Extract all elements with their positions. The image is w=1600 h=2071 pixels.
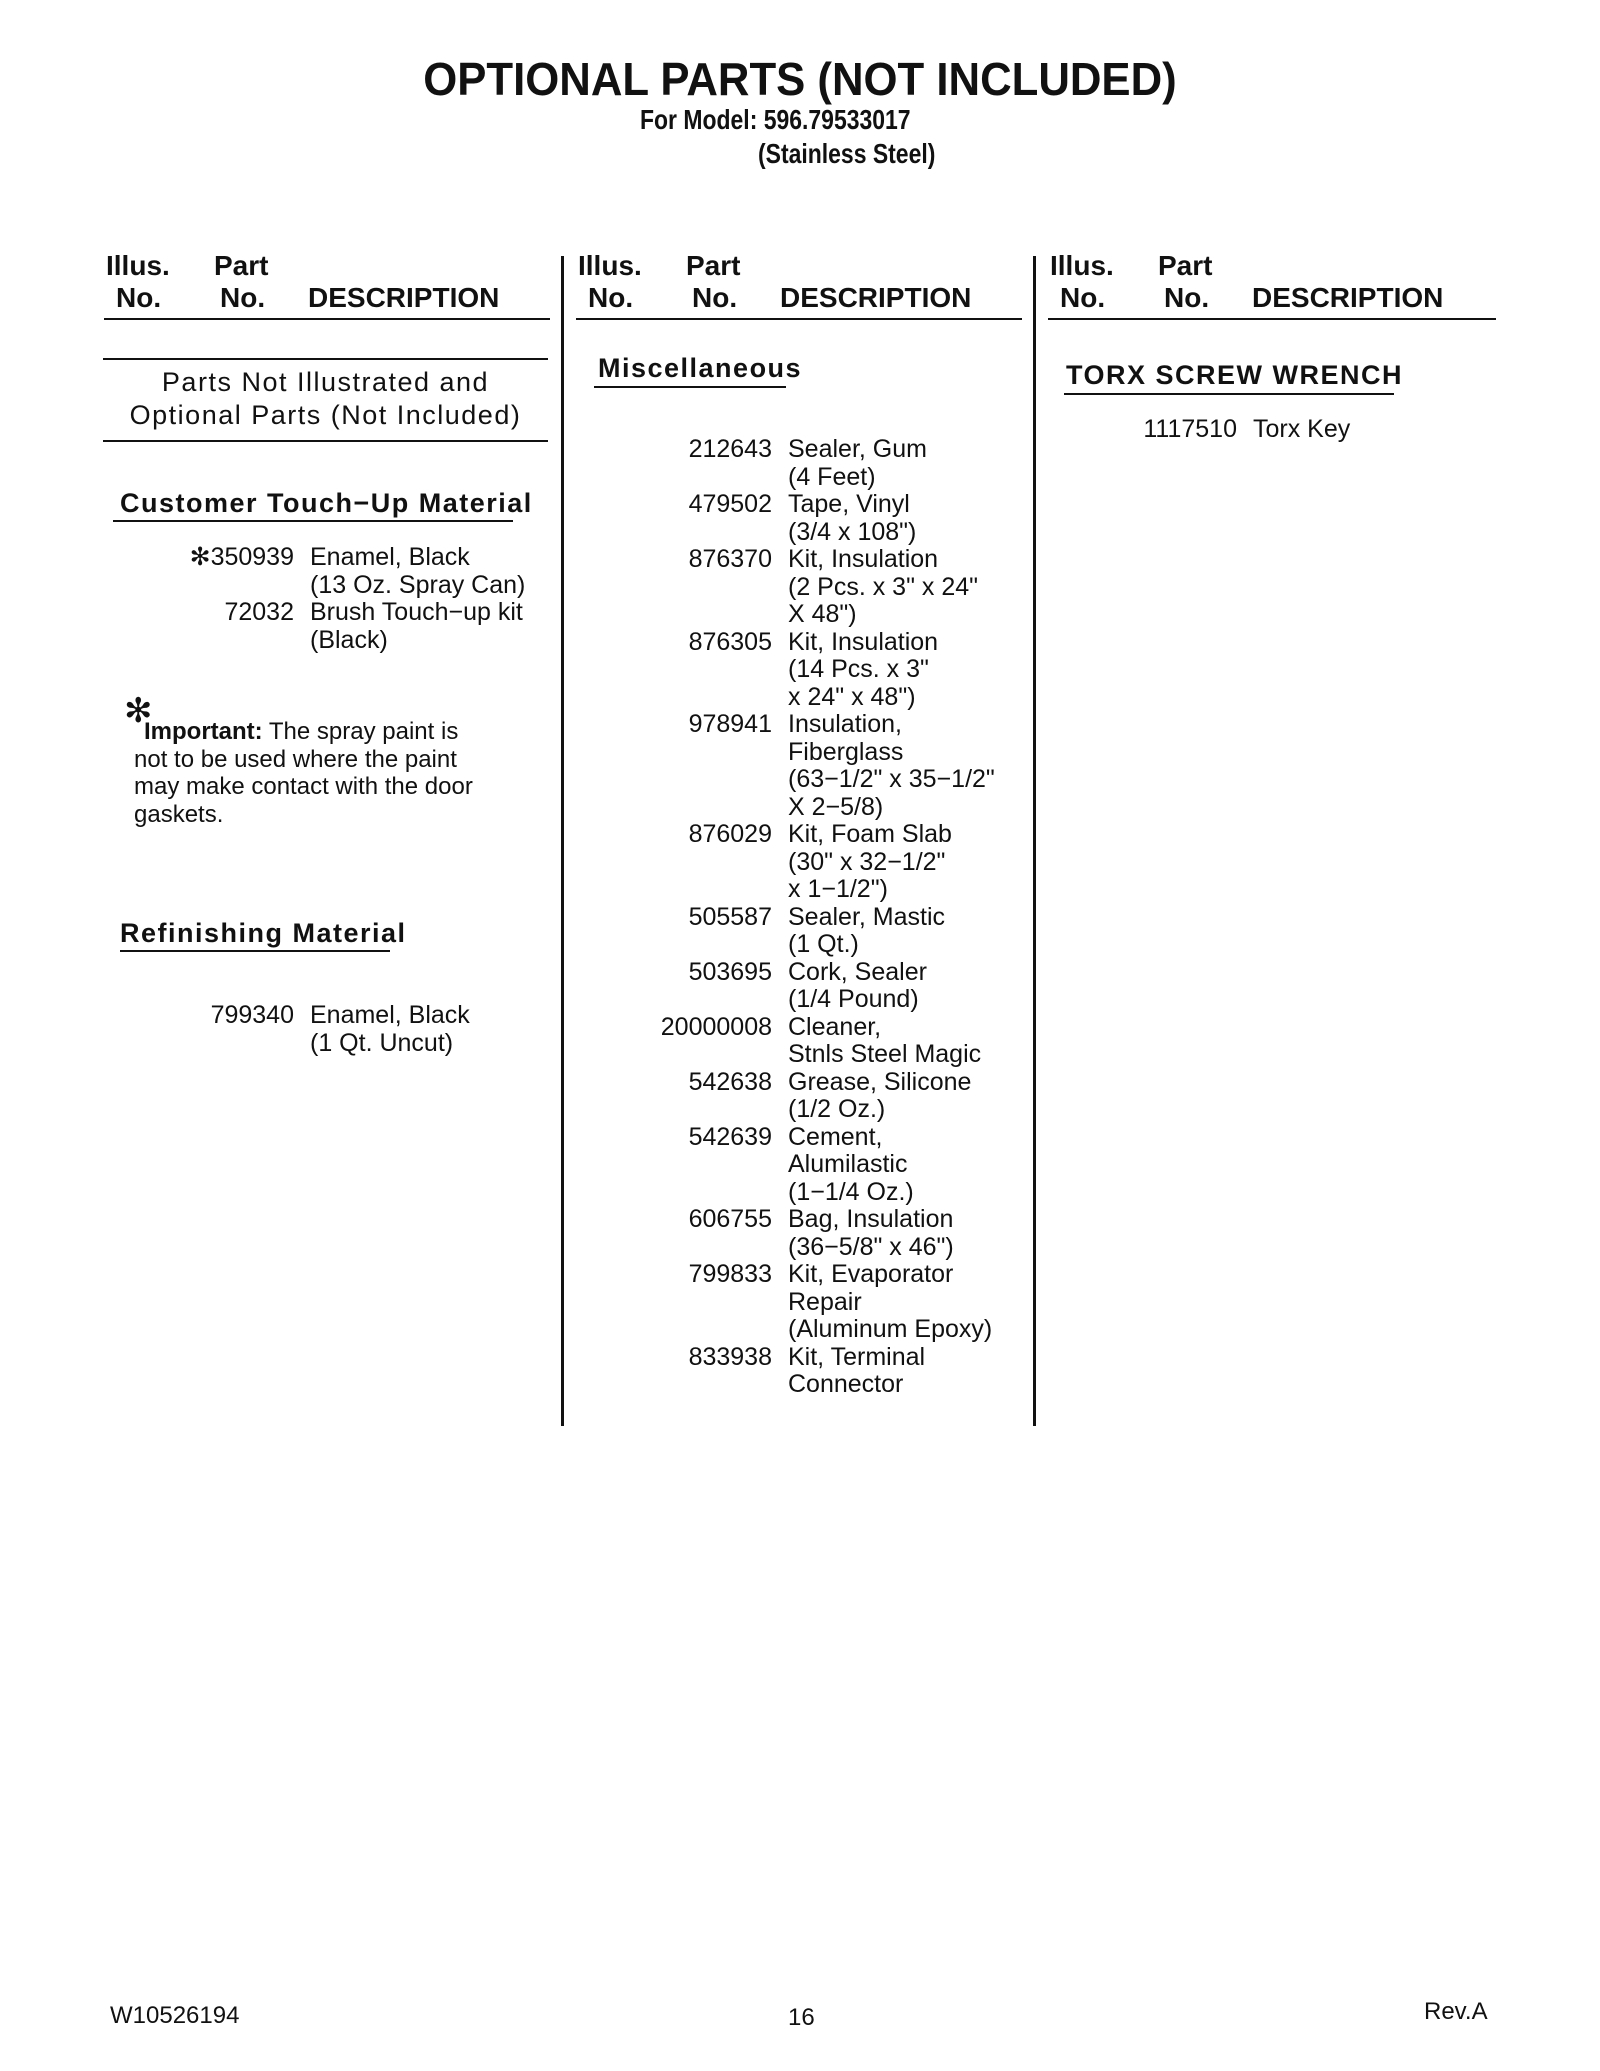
part-description: Brush Touch−up kit <box>310 598 523 626</box>
part-description: Cleaner, <box>788 1012 882 1041</box>
part-description: (36−5/8" x 46") <box>788 1232 954 1261</box>
part-description: x 24" x 48") <box>788 682 916 711</box>
part-description: X 48") <box>788 600 857 628</box>
part-description: (Aluminum Epoxy) <box>788 1315 993 1343</box>
part-description: (1 Qt.) <box>788 930 859 958</box>
list-item <box>1085 416 1350 444</box>
part-number: ✻350939 <box>189 543 294 571</box>
no-label: No. <box>116 282 162 313</box>
col2-header-rule <box>576 318 1022 320</box>
list-item <box>620 1344 995 1399</box>
list-item <box>620 711 995 821</box>
part-description: (Black) <box>310 625 388 654</box>
important-note: Important: The spray paint is not to be used where the paint may make contact with the door gaskets. <box>134 718 473 828</box>
part-description: (1 Qt. Uncut) <box>310 1028 454 1057</box>
no-label: No. <box>1164 282 1210 313</box>
part-description: Tape, Vinyl <box>788 490 910 518</box>
revision-label: Rev.A <box>1424 1998 1488 2025</box>
box-line: Optional Parts (Not Included) <box>129 400 522 430</box>
col3-illus-header <box>1050 250 1114 314</box>
document-number: W10526194 <box>110 2002 240 2029</box>
no-label: No. <box>588 282 634 313</box>
col3-part-header <box>1158 250 1212 314</box>
parts-box-bottom-rule <box>103 440 548 442</box>
part-description: (30" x 32−1/2" <box>788 847 946 876</box>
box-line: Parts Not Illustrated and <box>161 367 490 397</box>
list-item <box>620 1206 995 1261</box>
part-description: X 2−5/8) <box>788 792 884 821</box>
part-description: Stnls Steel Magic <box>788 1040 982 1068</box>
illus-label: Illus. <box>578 250 642 281</box>
asterisk-icon: ✻ <box>189 543 211 571</box>
column-divider-2 <box>1033 256 1036 1426</box>
parts-not-illustrated-box <box>103 366 548 432</box>
part-description: (3/4 x 108") <box>788 517 917 546</box>
list-item <box>620 1261 995 1344</box>
list-item <box>620 1014 995 1069</box>
list-item <box>620 491 995 546</box>
col1-description-header: DESCRIPTION <box>308 282 500 313</box>
part-description: Torx Key <box>1253 415 1351 443</box>
part-description: Cement, <box>788 1122 883 1151</box>
list-item <box>620 436 995 491</box>
part-description: (4 Feet) <box>788 462 876 491</box>
illus-label: Illus. <box>1050 250 1114 281</box>
list-item <box>620 1124 995 1207</box>
column-divider-1 <box>561 256 564 1426</box>
part-description: Kit, Insulation <box>788 545 939 573</box>
page-title: OPTIONAL PARTS (NOT INCLUDED) <box>423 53 1177 105</box>
finish-line: (Stainless Steel) <box>758 138 936 169</box>
part-description: Insulation, <box>788 710 902 738</box>
parts-box-top-rule <box>103 358 548 360</box>
part-description: (1−1/4 Oz.) <box>788 1177 914 1206</box>
torx-wrench-heading: TORX SCREW WRENCH <box>1066 360 1404 390</box>
list-item <box>150 599 523 654</box>
part-number: 606755 <box>688 1205 772 1233</box>
part-description: Grease, Silicone <box>788 1067 972 1096</box>
list-item <box>620 1069 995 1124</box>
list-item <box>620 629 995 712</box>
col2-description-header: DESCRIPTION <box>780 282 972 313</box>
torx-heading-rule <box>1064 393 1394 395</box>
illus-label: Illus. <box>106 250 170 281</box>
part-number: 978941 <box>688 710 772 738</box>
no-label: No. <box>692 282 738 313</box>
part-description: Kit, Evaporator <box>788 1260 954 1288</box>
part-description: Bag, Insulation <box>788 1205 954 1233</box>
col2-illus-header <box>578 250 642 314</box>
part-description: Fiberglass <box>788 737 904 766</box>
col1-illus-header <box>106 250 170 314</box>
part-description: (14 Pcs. x 3" <box>788 655 929 683</box>
list-item <box>150 1002 470 1057</box>
part-description: Connector <box>788 1370 904 1398</box>
miscellaneous-heading: Miscellaneous <box>598 353 803 383</box>
no-label: No. <box>1060 282 1106 313</box>
part-description: Kit, Foam Slab <box>788 820 952 848</box>
miscellaneous-heading-rule <box>594 386 786 388</box>
list-item <box>150 544 525 599</box>
part-number: 799340 <box>210 1001 294 1029</box>
part-description: Alumilastic <box>788 1150 908 1178</box>
asterisk-icon: ✻ <box>124 692 153 730</box>
list-item <box>620 821 995 904</box>
model-line: For Model: 596.79533017 <box>640 104 911 135</box>
part-number: 833938 <box>688 1342 772 1371</box>
part-label: Part <box>686 250 741 281</box>
part-number: 876370 <box>688 545 772 573</box>
part-number: 212643 <box>688 435 772 463</box>
page-number: 16 <box>788 2004 815 2031</box>
important-label: Important: <box>144 718 263 745</box>
part-description: Kit, Insulation <box>788 627 939 656</box>
part-number: 72032 <box>224 598 294 626</box>
col1-header-rule <box>104 318 550 320</box>
part-number: 876029 <box>688 820 772 848</box>
part-description: Cork, Sealer <box>788 957 927 986</box>
no-label: No. <box>220 282 266 313</box>
part-number: 1117510 <box>1143 415 1237 443</box>
col3-description-header: DESCRIPTION <box>1252 282 1444 313</box>
part-description: Sealer, Mastic <box>788 902 946 931</box>
part-description: Kit, Terminal <box>788 1342 926 1371</box>
touchup-heading-rule <box>113 520 513 522</box>
part-description: Sealer, Gum <box>788 435 927 463</box>
miscellaneous-list <box>620 436 995 1399</box>
part-description: Enamel, Black <box>310 1001 470 1029</box>
part-description: (13 Oz. Spray Can) <box>310 570 526 599</box>
part-description: Repair <box>788 1287 862 1316</box>
list-item <box>620 546 995 629</box>
part-number: 799833 <box>688 1260 772 1288</box>
part-label: Part <box>1158 250 1213 281</box>
part-number: 505587 <box>688 902 772 931</box>
part-description: x 1−1/2") <box>788 875 888 903</box>
part-label: Part <box>214 250 269 281</box>
part-description: (1/2 Oz.) <box>788 1095 886 1123</box>
part-description: Enamel, Black <box>310 543 470 571</box>
part-number: 876305 <box>688 627 772 656</box>
part-number: 542638 <box>688 1067 772 1096</box>
list-item <box>620 959 995 1014</box>
col3-header-rule <box>1048 318 1496 320</box>
part-description: (2 Pcs. x 3" x 24" <box>788 572 979 601</box>
part-description: (1/4 Pound) <box>788 985 919 1013</box>
part-description: (63−1/2" x 35−1/2" <box>788 765 995 793</box>
refinishing-heading: Refinishing Material <box>120 918 407 948</box>
col2-part-header <box>686 250 740 314</box>
list-item <box>620 904 995 959</box>
touchup-heading: Customer Touch−Up Material <box>120 488 533 518</box>
part-number: 503695 <box>688 957 772 986</box>
col1-part-header <box>214 250 268 314</box>
refinishing-heading-rule <box>120 950 390 952</box>
part-number: 20000008 <box>660 1012 772 1041</box>
part-number: 542639 <box>688 1122 772 1151</box>
part-number: 479502 <box>688 490 772 518</box>
